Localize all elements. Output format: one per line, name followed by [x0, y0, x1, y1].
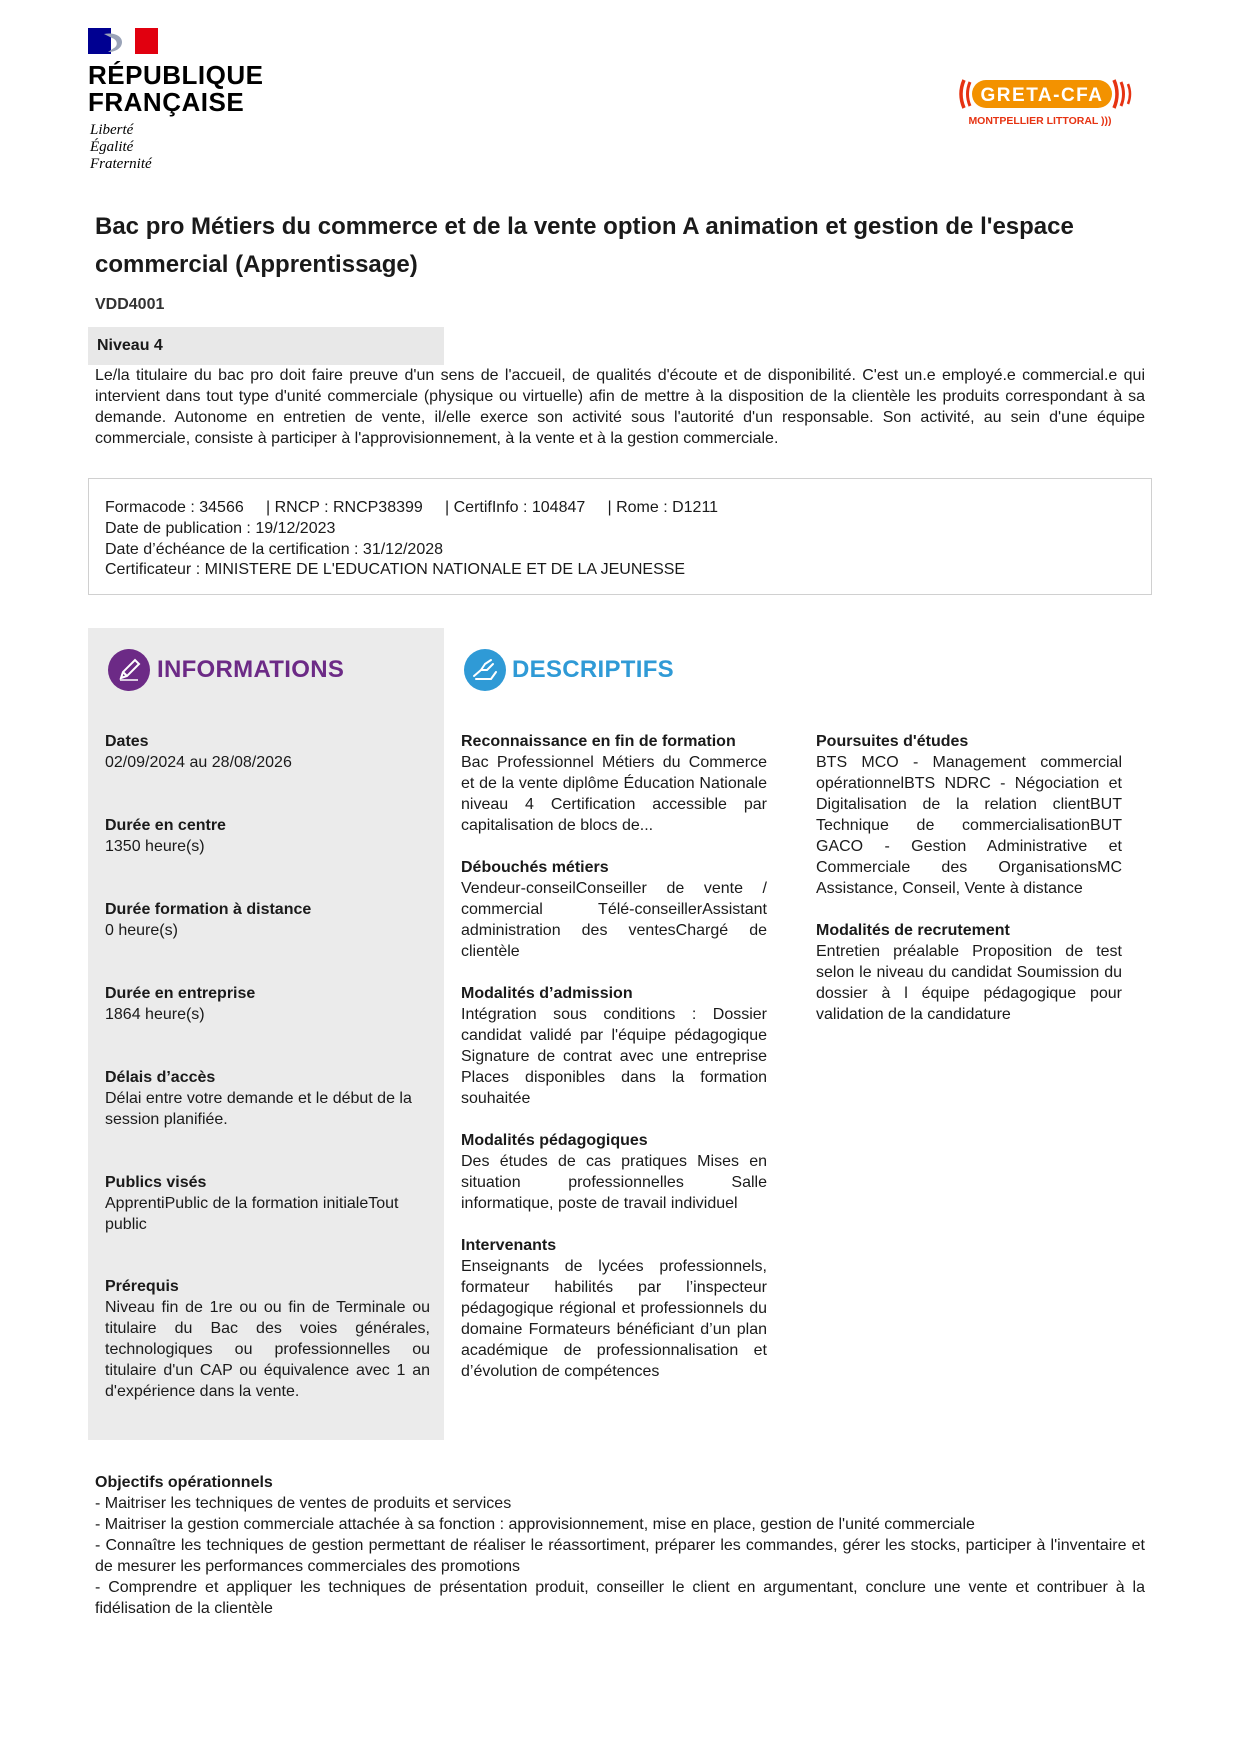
desc-reconnaissance: [461, 731, 767, 836]
info-item-duree-centre: [105, 815, 430, 857]
info-item-value: 02/09/2024 au 28/08/2026: [105, 754, 292, 771]
greta-logo: [958, 76, 1138, 132]
objective-line: - Connaître les techniques de gestion permettant de réaliser le réassortiment, préparer les commandes, gérer les stocks, participer à l'inventaire et de mesurer les performances commerciales des promotions: [95, 1537, 1145, 1575]
desc-debouches: [461, 857, 767, 962]
info-item-label: Durée en entreprise: [105, 985, 256, 1002]
motto-egalite: Égalité: [90, 139, 134, 155]
formation-code: VDD4001: [95, 296, 165, 313]
marianne-logo-icon: [88, 28, 158, 54]
desc-item-value: Vendeur-conseilConseiller de vente / commercial Télé-conseillerAssistant administration des ventesChargé de clientèle: [461, 880, 767, 960]
motto-fraternite: Fraternité: [90, 156, 152, 172]
objective-line: - Maitriser la gestion commerciale attachée à sa fonction : approvisionnement, mise en place, gestion de l'unité commerciale: [95, 1516, 975, 1533]
info-expiry-date: Date d’échéance de la certification : 31/12/2028: [105, 541, 444, 558]
info-item-prerequis: [105, 1276, 430, 1402]
desc-item-label: Modalités pédagogiques: [461, 1132, 648, 1149]
info-item-label: Dates: [105, 733, 149, 750]
desc-recrutement: [816, 920, 1122, 1025]
motto-liberte: Liberté: [90, 122, 134, 138]
info-item-label: Délais d’accès: [105, 1069, 216, 1086]
info-certifier: Certificateur : MINISTERE DE L'EDUCATION NATIONALE ET DE LA JEUNESSE: [105, 561, 686, 578]
objective-line: - Maitriser les techniques de ventes de produits et services: [95, 1495, 512, 1512]
info-item-value: Niveau fin de 1re ou ou fin de Terminale ou titulaire du Bac des voies générales, technologiques ou professionnelles ou titulaire d'un CAP ou équivalence avec 1 an d'expérience dans la vente.: [105, 1299, 430, 1400]
desc-item-label: Débouchés métiers: [461, 859, 609, 876]
desc-item-value: Intégration sous conditions : Dossier candidat validé par l'équipe pédagogique Signature de contrat avec une entreprise Places disponibles dans la formation souhaitée: [461, 1006, 767, 1107]
informations-pencil-icon: [107, 648, 151, 692]
info-item-duree-distance: [105, 899, 430, 941]
info-item-duree-entreprise: [105, 983, 430, 1025]
info-item-value: 0 heure(s): [105, 922, 178, 939]
desc-item-value: Des études de cas pratiques Mises en situation professionnelles Salle informatique, poste de travail individuel: [461, 1153, 767, 1212]
greta-subtitle: MONTPELLIER LITTORAL ))): [968, 115, 1112, 127]
info-item-value: ApprentiPublic de la formation initialeTout public: [105, 1195, 399, 1233]
desc-item-label: Poursuites d'études: [816, 733, 969, 750]
desc-item-value: BTS MCO - Management commercial opérationnelBTS NDRC - Négociation et Digitalisation de la relation clientBUT Technique de commercialisationBUT GACO - Gestion Administrative et Commerciale des OrganisationsMC Assistance, Conseil, Vente à distance: [816, 754, 1122, 897]
desc-item-value: Enseignants de lycées professionnels, formateur habilités par l’inspecteur pédagogique régional et professionnels du domaine Formateurs bénéficiant d’un plan académique de professionnalisation et d’évolution de compétences: [461, 1258, 767, 1380]
info-item-value: Délai entre votre demande et le début de la session planifiée.: [105, 1090, 412, 1128]
desc-item-label: Reconnaissance en fin de formation: [461, 733, 736, 750]
info-item-value: 1864 heure(s): [105, 1006, 205, 1023]
objectives-section: [95, 1472, 1145, 1619]
desc-poursuites: [816, 731, 1122, 899]
informations-title: INFORMATIONS: [157, 656, 345, 683]
info-item-value: 1350 heure(s): [105, 838, 205, 855]
info-item-label: Durée en centre: [105, 817, 226, 834]
summary-paragraph: Le/la titulaire du bac pro doit faire preuve d'un sens de l'accueil, de qualités d'écoute et de disponibilité. C'est un.e employé.e commercial.e qui intervient dans tout type d'unité commerciale (physique ou virtuelle) afin de mettre à la disposition de la clientèle les produits correspondant à sa demande. Autonome en entretien de vente, il/elle exerce son activité sous l'autorité d'un responsable. Son activité, au sein d'une équipe commerciale, consiste à participer à l'approvisionnement, à la vente et à la gestion commerciale.: [95, 367, 1145, 447]
desc-intervenants: [461, 1235, 767, 1382]
info-item-delais-acces: [105, 1067, 430, 1130]
info-item-dates: [105, 731, 430, 773]
desc-pedagogiques: [461, 1130, 767, 1214]
objectives-title: Objectifs opérationnels: [95, 1474, 273, 1491]
descriptifs-title: DESCRIPTIFS: [512, 656, 674, 683]
greta-logo-icon: [958, 76, 1138, 132]
info-codes: Formacode : 34566 | RNCP : RNCP38399 | CertifInfo : 104847 | Rome : D1211: [105, 499, 719, 516]
republique-line2: FRANÇAISE: [88, 87, 245, 117]
info-item-publics: [105, 1172, 430, 1235]
greta-logo-text: GRETA-CFA: [980, 85, 1104, 106]
objective-line: - Comprendre et appliquer les techniques de présentation produit, conseiller le client en argumentant, conclure une vente et contribuer à la fidélisation de la clientèle: [95, 1579, 1145, 1617]
info-publication-date: Date de publication : 19/12/2023: [105, 520, 336, 537]
desc-item-value: Entretien préalable Proposition de test selon le niveau du candidat Soumission du dossier à l équipe pédagogique pour validation de la candidature: [816, 943, 1122, 1023]
info-item-label: Publics visés: [105, 1174, 207, 1191]
desc-item-label: Intervenants: [461, 1237, 557, 1254]
republique-line1: RÉPUBLIQUE: [88, 60, 264, 90]
desc-admission: [461, 983, 767, 1109]
desc-item-label: Modalités de recrutement: [816, 922, 1010, 939]
desc-item-label: Modalités d’admission: [461, 985, 633, 1002]
descriptifs-hand-icon: [463, 648, 507, 692]
info-item-label: Durée formation à distance: [105, 901, 312, 918]
page-title: Bac pro Métiers du commerce et de la vente option A animation et gestion de l'espace commercial (Apprentissage): [95, 213, 1074, 278]
level-label: Niveau 4: [97, 337, 163, 354]
desc-item-value: Bac Professionnel Métiers du Commerce et de la vente diplôme Éducation Nationale niveau 4 Certification accessible par capitalisation de blocs de...: [461, 754, 767, 834]
info-item-label: Prérequis: [105, 1278, 179, 1295]
